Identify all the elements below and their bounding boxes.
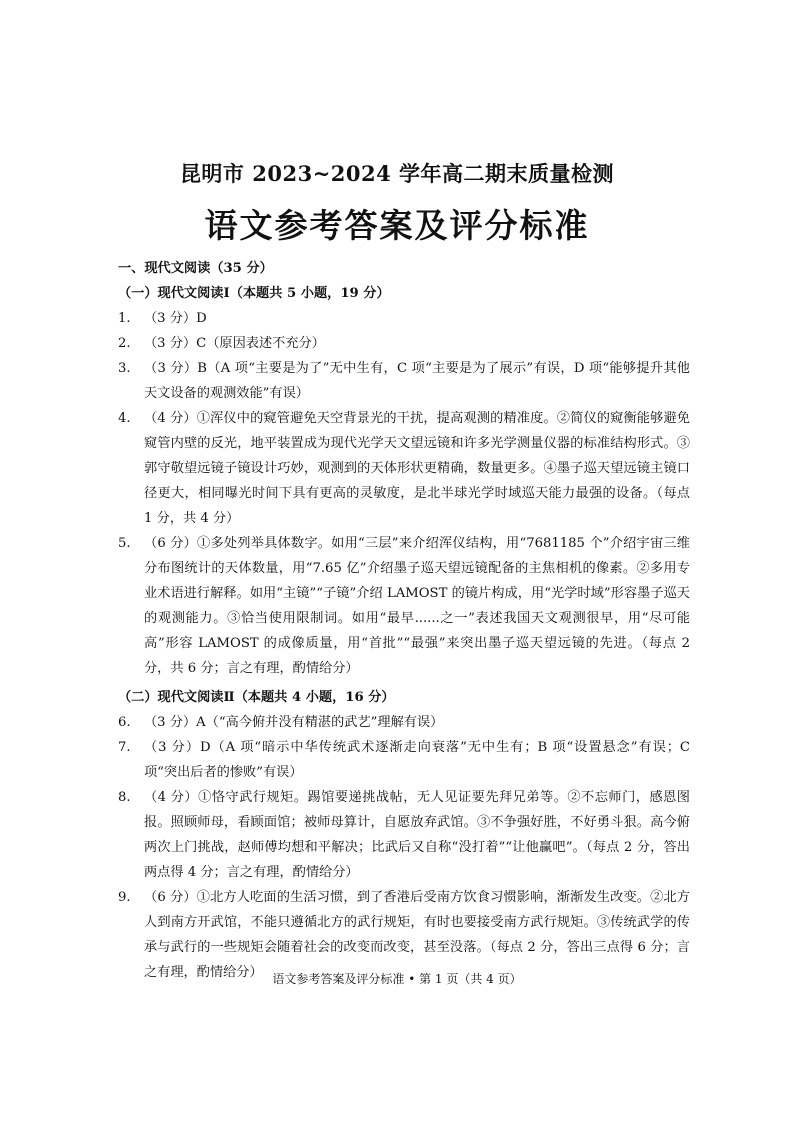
answer-item-5 <box>118 531 690 681</box>
answer-text: （3 分）C（原因表述不充分） <box>144 336 325 351</box>
subsection-heading-reading-1: （一）现代文阅读Ⅰ（本题共 5 小题，19 分） <box>118 286 390 301</box>
answer-item-6 <box>118 710 690 735</box>
section-heading-modern-reading: 一、现代文阅读（35 分） <box>118 261 273 276</box>
answer-text: （3 分）A（“高今俯并没有精湛的武艺”理解有误） <box>144 715 444 730</box>
answer-number: 3. <box>118 361 131 376</box>
document-title: 语文参考答案及评分标准 <box>204 206 590 245</box>
answer-number: 1. <box>118 311 131 326</box>
exam-title: 昆明市 2023~2024 学年高二期末质量检测 <box>179 161 615 186</box>
subsection-heading-reading-2: （二）现代文阅读Ⅱ（本题共 4 小题，16 分） <box>118 690 395 705</box>
answer-number: 6. <box>118 715 131 730</box>
answer-text: （4 分）①恪守武行规矩。踢馆要递挑战帖，无人见证要先拜兄弟等。②不忘师门，感恩图报。照顾师母，看顾面馆；被师母算计，自愿放弃武馆。③不争强好胜，不好勇斗狠。高今俯两次上门挑战，赵师傅均想和平解决；比武后又自称“没打着”“让他赢吧”。（每点 2 分，答出两点得 4 分；言之有理，酌情给分） <box>144 790 690 880</box>
answer-text: （6 分）①北方人吃面的生活习惯，到了香港后受南方饮食习惯影响，渐渐发生改变。②北方人到南方开武馆，不能只遵循北方的武行规矩，有时也要接受南方武行规矩。③传统武学的传承与武行的一些规矩会随着社会的改变而改变，甚至没落。（每点 2 分，答出三点得 6 分；言之有理，酌情给分） <box>144 890 690 980</box>
page-footer: 语文参考答案及评分标准 • 第 1 页（共 4 页） <box>272 972 522 986</box>
answer-text: （6 分）①多处列举具体数字。如用“三层”来介绍浑仪结构，用“7681185 个”介绍宇宙三维分布图统计的天体数量，用“7.65 亿”介绍墨子巡天望远镜配备的主焦相机的像素。②多用专业术语进行解释。如用“主镜”“子镜”介绍 LAMOST 的镜片构成，用“光学时域”形容墨子巡天的观测能力。③恰当使用限制词。如用“最早......之一”表述我国天文观测很早，用“尽可能高”形容 LAMOST 的成像质量，用“首批”“最强”来突出墨子巡天望远镜的先进。（每点 2 分，共 6 分；言之有理，酌情给分） <box>144 536 690 676</box>
answer-number: 4. <box>118 411 131 426</box>
answer-content <box>118 256 690 985</box>
answer-number: 9. <box>118 890 131 905</box>
answer-text: （3 分）D（A 项“暗示中华传统武术逐渐走向衰落”无中生有；B 项“设置悬念”有误；C 项“突出后者的惨败”有误） <box>144 740 690 780</box>
answer-text: （3 分）B（A 项“主要是为了”无中生有，C 项“主要是为了展示”有误，D 项“能够提升其他天文设备的观测效能”有误） <box>144 361 690 401</box>
answer-number: 2. <box>118 336 131 351</box>
answer-number: 8. <box>118 790 131 805</box>
answer-number: 5. <box>118 536 131 551</box>
answer-item-4 <box>118 406 690 531</box>
answer-item-1 <box>118 306 690 331</box>
answer-number: 7. <box>118 740 131 755</box>
answer-item-3 <box>118 356 690 406</box>
answer-item-7 <box>118 735 690 785</box>
answer-text: （4 分）①浑仪中的窥管避免天空背景光的干扰，提高观测的精准度。②简仪的窥衡能够避免窥管内壁的反光，地平装置成为现代光学天文望远镜和许多光学测量仪器的标准结构形式。③郭守敬望远镜子镜设计巧妙，观测到的天体形状更精确，数量更多。④墨子巡天望远镜主镜口径更大，相同曝光时间下具有更高的灵敏度，是北半球光学时域巡天能力最强的设备。（每点 1 分，共 4 分） <box>144 411 690 526</box>
answer-item-2 <box>118 331 690 356</box>
answer-text: （3 分）D <box>144 311 207 326</box>
answer-item-8 <box>118 785 690 885</box>
